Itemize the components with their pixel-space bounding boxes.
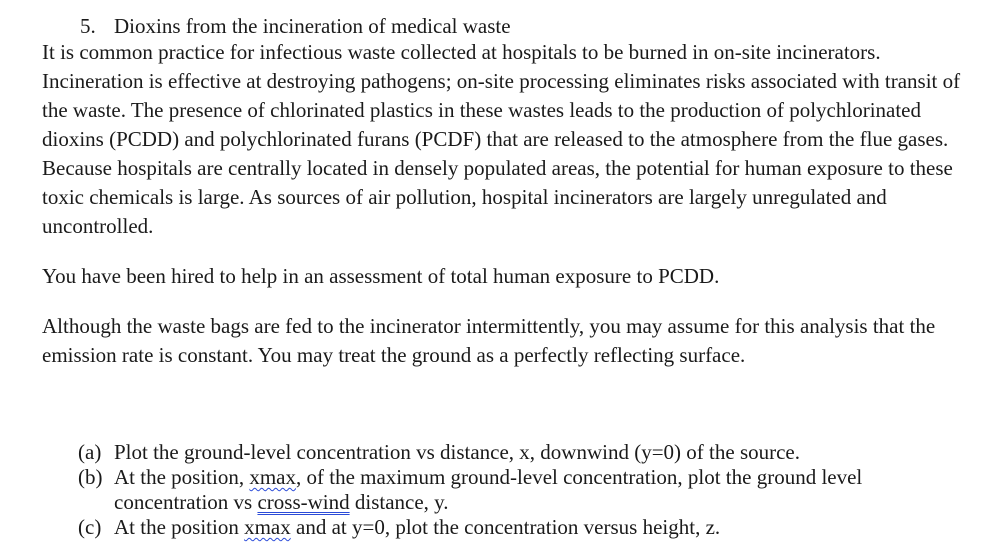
assumptions-paragraph: Although the waste bags are fed to the incinerator intermittently, you may assume for this analysis that the emission rate is constant. You may treat the ground as a perfectly reflecting surface. — [42, 314, 936, 367]
assignment-paragraph: You have been hired to help in an assessment of total human exposure to PCDD. — [42, 264, 720, 288]
question-text — [114, 465, 968, 515]
question-text-part: , of the maximum ground-level concentration, plot the ground level concentration vs — [114, 465, 863, 514]
question-text: Plot the ground-level concentration vs distance, x, downwind (y=0) of the source. — [114, 440, 801, 464]
question-label: (c) — [78, 515, 102, 539]
problem-number: 5. — [80, 14, 96, 38]
xmax-term: xmax — [244, 515, 291, 539]
problem-heading — [80, 12, 511, 40]
question-a — [78, 440, 968, 465]
question-text — [114, 515, 968, 540]
question-list — [78, 440, 968, 540]
question-text-part: At the position, — [114, 465, 250, 489]
question-c — [78, 515, 968, 540]
question-label: (b) — [78, 465, 103, 489]
problem-title: Dioxins from the incineration of medical waste — [114, 14, 511, 38]
question-text-part: and at y=0, plot the concentration versus height, z. — [290, 515, 721, 539]
crosswind-term: cross-wind — [257, 490, 350, 514]
question-text-part: At the position — [114, 515, 245, 539]
question-b — [78, 465, 968, 515]
xmax-term: xmax — [249, 465, 296, 489]
question-text-part: distance, y. — [349, 490, 449, 514]
intro-paragraph: It is common practice for infectious waste collected at hospitals to be burned in on-site incinerators. Incineration is effective at destroying pathogens; on-site processing eliminates risks associated with transit of the waste. The presence of chlorinated plastics in these wastes leads to the production of polychlorinated dioxins (PCDD) and polychlorinated furans (PCDF) that are released to the atmosphere from the flue gases. Because hospitals are centrally located in densely populated areas, the potential for human exposure to these toxic chemicals is large. As sources of air pollution, hospital incinerators are largely unregulated and uncontrolled. — [42, 40, 961, 238]
question-label: (a) — [78, 440, 102, 464]
